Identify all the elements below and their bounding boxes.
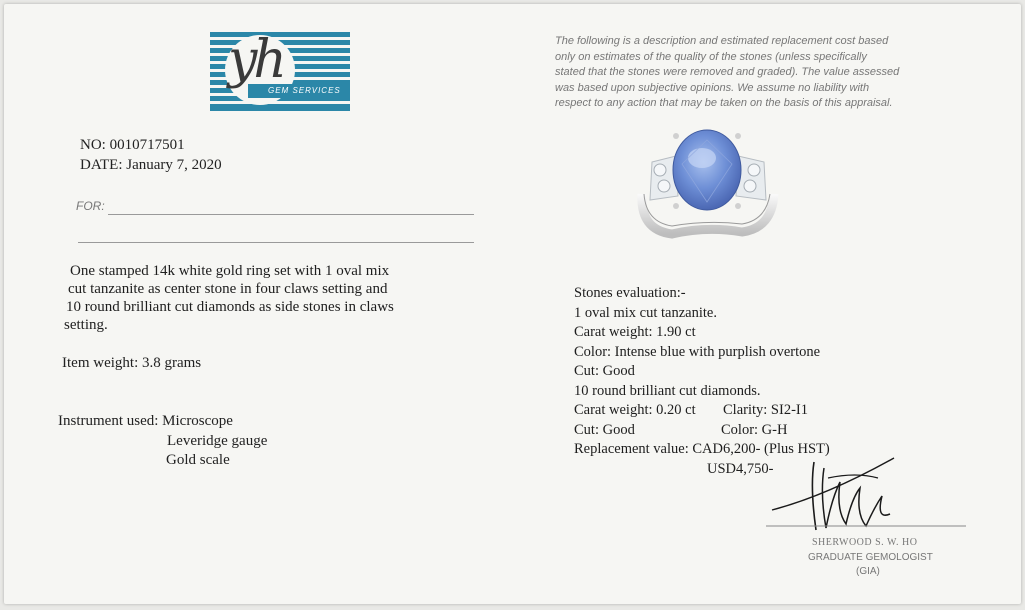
signer-title: GRADUATE GEMOLOGIST <box>808 552 933 563</box>
usd-value: USD4,750- <box>707 460 774 477</box>
item-weight: Item weight: 3.8 grams <box>62 355 202 371</box>
disclaimer <box>555 34 950 112</box>
signer-name: SHERWOOD S. W. HO <box>812 537 918 548</box>
disclaimer-line: respect to any action that may be taken on the basis of this appraisal. <box>555 97 893 109</box>
ring-image <box>632 122 782 240</box>
appraisal-certificate <box>4 4 1021 604</box>
description-line: setting. <box>64 317 108 333</box>
description-line: One stamped 14k white gold ring set with 1 oval mix <box>70 263 390 279</box>
signature-block <box>766 448 966 538</box>
disclaimer-line: stated that the stones were removed and graded). The value assessed <box>555 66 900 78</box>
logo-tagline: GEM SERVICES <box>268 86 341 95</box>
item-description <box>64 262 444 334</box>
handwritten-signature <box>766 448 966 538</box>
replacement-value: Replacement value: CAD6,200- (Plus HST) <box>574 441 830 457</box>
for-label: FOR: <box>76 199 105 213</box>
side-carat-row <box>574 401 830 421</box>
certificate-date: DATE: January 7, 2020 <box>80 157 222 173</box>
certificate-number: NO: 0010717501 <box>80 137 185 153</box>
yh-gem-services-logo <box>210 28 350 112</box>
for-line-2 <box>78 242 474 243</box>
ring-photo <box>632 122 782 240</box>
center-carat: Carat weight: 1.90 ct <box>574 324 696 340</box>
disclaimer-line: was based upon subjective opinions. We assume no liability with <box>555 81 870 94</box>
side-clarity: Clarity: SI2-I1 <box>723 402 808 418</box>
side-cut: Cut: Good <box>574 421 635 438</box>
description-line: 10 round brilliant cut diamonds as side stones in claws <box>66 299 394 315</box>
signer-organization: (GIA) <box>856 566 880 577</box>
description-line: cut tanzanite as center stone in four claws setting and <box>68 281 388 297</box>
side-carat: Carat weight: 0.20 ct <box>574 402 696 418</box>
side-cut-row <box>574 421 830 441</box>
logo-letters: yh <box>228 30 283 90</box>
center-color: Color: Intense blue with purplish overtone <box>574 343 821 360</box>
instrument-leveridge: Leveridge gauge <box>167 433 268 449</box>
center-cut: Cut: Good <box>574 363 635 379</box>
side-stones: 10 round brilliant cut diamonds. <box>574 382 761 399</box>
center-stone: 1 oval mix cut tanzanite. <box>574 304 717 321</box>
instruments-used: Instrument used: Microscope <box>58 413 233 429</box>
side-color: Color: G-H <box>721 421 788 438</box>
instrument-gold-scale: Gold scale <box>166 452 230 468</box>
disclaimer-line: The following is a description and estimated replacement cost based <box>555 35 889 47</box>
for-line <box>108 214 474 215</box>
disclaimer-line: only on estimates of the quality of the stones (unless specifically <box>555 50 867 63</box>
evaluation-title: Stones evaluation:- <box>574 285 686 301</box>
